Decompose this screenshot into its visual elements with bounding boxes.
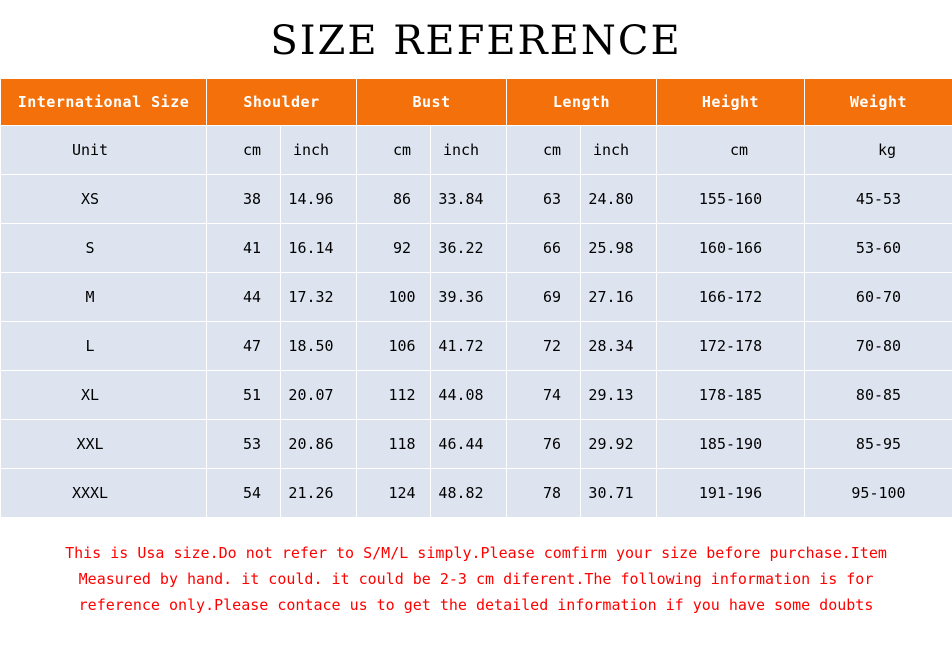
row-bust-inch: 46.44 (431, 420, 507, 469)
row-length-cm: 72 (507, 322, 581, 371)
row-weight: 53-60 (805, 224, 952, 273)
row-bust-cm: 100 (357, 273, 431, 322)
row-weight: 80-85 (805, 371, 952, 420)
row-length-inch: 25.98 (581, 224, 657, 273)
unit-shoulder-inch: inch (281, 126, 357, 175)
table-row-unit (1, 126, 952, 175)
unit-length-inch: inch (581, 126, 657, 175)
row-shoulder-cm: 53 (207, 420, 281, 469)
row-weight: 70-80 (805, 322, 952, 371)
row-length-inch: 24.80 (581, 175, 657, 224)
column-header-bust: Bust (357, 79, 507, 126)
row-height: 166-172 (657, 273, 805, 322)
row-height: 191-196 (657, 469, 805, 518)
row-length-inch: 29.13 (581, 371, 657, 420)
row-bust-inch: 41.72 (431, 322, 507, 371)
row-shoulder-cm: 47 (207, 322, 281, 371)
row-height: 185-190 (657, 420, 805, 469)
row-weight: 60-70 (805, 273, 952, 322)
row-size: XS (1, 175, 207, 224)
table-row (1, 322, 952, 371)
unit-length-cm: cm (507, 126, 581, 175)
row-shoulder-cm: 44 (207, 273, 281, 322)
row-bust-inch: 44.08 (431, 371, 507, 420)
row-height: 172-178 (657, 322, 805, 371)
row-shoulder-cm: 54 (207, 469, 281, 518)
unit-height: cm (657, 126, 805, 175)
row-size: S (1, 224, 207, 273)
column-header-length: Length (507, 79, 657, 126)
row-shoulder-inch: 14.96 (281, 175, 357, 224)
row-length-inch: 27.16 (581, 273, 657, 322)
row-shoulder-cm: 41 (207, 224, 281, 273)
row-size: XL (1, 371, 207, 420)
row-bust-cm: 124 (357, 469, 431, 518)
unit-shoulder-cm: cm (207, 126, 281, 175)
row-shoulder-cm: 38 (207, 175, 281, 224)
row-shoulder-inch: 17.32 (281, 273, 357, 322)
row-length-inch: 29.92 (581, 420, 657, 469)
row-shoulder-inch: 16.14 (281, 224, 357, 273)
row-shoulder-inch: 21.26 (281, 469, 357, 518)
table-row (1, 420, 952, 469)
row-bust-cm: 112 (357, 371, 431, 420)
row-shoulder-inch: 20.86 (281, 420, 357, 469)
size-reference-table (0, 78, 952, 518)
row-bust-cm: 92 (357, 224, 431, 273)
unit-weight: kg (805, 126, 952, 175)
row-length-cm: 76 (507, 420, 581, 469)
row-length-inch: 28.34 (581, 322, 657, 371)
row-size: XXXL (1, 469, 207, 518)
row-weight: 45-53 (805, 175, 952, 224)
row-shoulder-inch: 18.50 (281, 322, 357, 371)
row-bust-inch: 39.36 (431, 273, 507, 322)
row-bust-inch: 48.82 (431, 469, 507, 518)
table-row (1, 469, 952, 518)
unit-bust-inch: inch (431, 126, 507, 175)
row-length-cm: 74 (507, 371, 581, 420)
row-height: 155-160 (657, 175, 805, 224)
disclaimer-line-2: Measured by hand. it could. it could be 2-3 cm diferent.The following information is for (78, 570, 874, 588)
column-header-shoulder: Shoulder (207, 79, 357, 126)
table-row (1, 224, 952, 273)
disclaimer-line-1: This is Usa size.Do not refer to S/M/L simply.Please comfirm your size before purchase.Item (65, 544, 887, 562)
row-bust-cm: 118 (357, 420, 431, 469)
disclaimer-note (0, 540, 952, 618)
row-length-cm: 66 (507, 224, 581, 273)
row-size: XXL (1, 420, 207, 469)
row-height: 178-185 (657, 371, 805, 420)
row-size: M (1, 273, 207, 322)
row-height: 160-166 (657, 224, 805, 273)
table-header-row (1, 79, 952, 126)
row-length-cm: 78 (507, 469, 581, 518)
column-header-international-size: International Size (1, 79, 207, 126)
row-bust-inch: 36.22 (431, 224, 507, 273)
row-length-inch: 30.71 (581, 469, 657, 518)
unit-label: Unit (1, 126, 207, 175)
column-header-height: Height (657, 79, 805, 126)
page-title: SIZE REFERENCE (270, 18, 682, 64)
row-shoulder-inch: 20.07 (281, 371, 357, 420)
row-length-cm: 63 (507, 175, 581, 224)
row-length-cm: 69 (507, 273, 581, 322)
row-bust-cm: 106 (357, 322, 431, 371)
disclaimer-line-3: reference only.Please contace us to get the detailed information if you have some doubts (78, 596, 874, 614)
row-bust-inch: 33.84 (431, 175, 507, 224)
table-row (1, 273, 952, 322)
table-row (1, 175, 952, 224)
row-bust-cm: 86 (357, 175, 431, 224)
row-shoulder-cm: 51 (207, 371, 281, 420)
table-row (1, 371, 952, 420)
row-weight: 95-100 (805, 469, 952, 518)
row-size: L (1, 322, 207, 371)
unit-bust-cm: cm (357, 126, 431, 175)
column-header-weight: Weight (805, 79, 952, 126)
row-weight: 85-95 (805, 420, 952, 469)
